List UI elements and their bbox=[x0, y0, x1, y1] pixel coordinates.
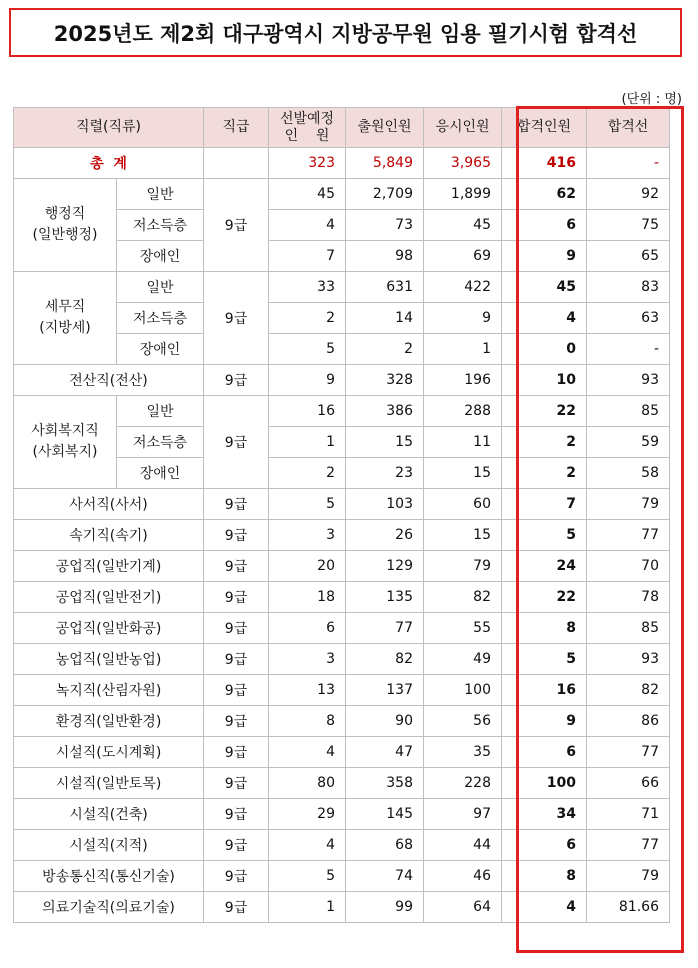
results-table bbox=[13, 107, 670, 923]
applied-cell: 74 bbox=[346, 861, 424, 892]
total-applied: 5,849 bbox=[346, 148, 424, 179]
taken-cell: 82 bbox=[424, 582, 502, 613]
taken-cell: 9 bbox=[424, 303, 502, 334]
grade-cell: 9급 bbox=[204, 737, 269, 768]
planned-cell: 3 bbox=[269, 520, 346, 551]
grade-cell: 9급 bbox=[204, 365, 269, 396]
applied-cell: 73 bbox=[346, 210, 424, 241]
cutoff-cell: 65 bbox=[587, 241, 670, 272]
taken-cell: 46 bbox=[424, 861, 502, 892]
planned-cell: 33 bbox=[269, 272, 346, 303]
cutoff-cell: 70 bbox=[587, 551, 670, 582]
passed-cell: 9 bbox=[502, 241, 587, 272]
job-label: 전산직(전산) bbox=[14, 365, 204, 396]
cutoff-cell: 71 bbox=[587, 799, 670, 830]
taken-cell: 69 bbox=[424, 241, 502, 272]
table-row bbox=[14, 644, 670, 675]
grade-cell: 9급 bbox=[204, 551, 269, 582]
passed-cell: 6 bbox=[502, 830, 587, 861]
cutoff-cell: - bbox=[587, 334, 670, 365]
table-row bbox=[14, 365, 670, 396]
job-label: 녹지직(산림자원) bbox=[14, 675, 204, 706]
cutoff-cell: 63 bbox=[587, 303, 670, 334]
planned-cell: 5 bbox=[269, 334, 346, 365]
group-label: 행정직 (일반행정) bbox=[14, 179, 117, 272]
table-row bbox=[14, 675, 670, 706]
grade-cell: 9급 bbox=[204, 582, 269, 613]
table-row bbox=[14, 551, 670, 582]
taken-cell: 11 bbox=[424, 427, 502, 458]
sub-category: 일반 bbox=[117, 396, 204, 427]
job-label: 사서직(사서) bbox=[14, 489, 204, 520]
taken-cell: 422 bbox=[424, 272, 502, 303]
applied-cell: 145 bbox=[346, 799, 424, 830]
planned-cell: 8 bbox=[269, 706, 346, 737]
taken-cell: 100 bbox=[424, 675, 502, 706]
applied-cell: 14 bbox=[346, 303, 424, 334]
applied-cell: 15 bbox=[346, 427, 424, 458]
taken-cell: 79 bbox=[424, 551, 502, 582]
cutoff-cell: 75 bbox=[587, 210, 670, 241]
planned-cell: 4 bbox=[269, 737, 346, 768]
table-row bbox=[14, 737, 670, 768]
sub-category: 저소득층 bbox=[117, 303, 204, 334]
cutoff-cell: 77 bbox=[587, 520, 670, 551]
passed-cell: 5 bbox=[502, 520, 587, 551]
applied-cell: 103 bbox=[346, 489, 424, 520]
passed-cell: 6 bbox=[502, 737, 587, 768]
grade-cell: 9급 bbox=[204, 768, 269, 799]
job-label: 시설직(지적) bbox=[14, 830, 204, 861]
planned-cell: 7 bbox=[269, 241, 346, 272]
job-label: 공업직(일반전기) bbox=[14, 582, 204, 613]
table-row bbox=[14, 768, 670, 799]
planned-cell: 20 bbox=[269, 551, 346, 582]
job-label: 방송통신직(통신기술) bbox=[14, 861, 204, 892]
cutoff-cell: 77 bbox=[587, 737, 670, 768]
grade-cell: 9급 bbox=[204, 830, 269, 861]
sub-category: 장애인 bbox=[117, 458, 204, 489]
applied-cell: 386 bbox=[346, 396, 424, 427]
passed-cell: 24 bbox=[502, 551, 587, 582]
sub-category: 저소득층 bbox=[117, 210, 204, 241]
total-passed: 416 bbox=[502, 148, 587, 179]
passed-cell: 8 bbox=[502, 613, 587, 644]
cutoff-cell: 77 bbox=[587, 830, 670, 861]
applied-cell: 137 bbox=[346, 675, 424, 706]
total-grade bbox=[204, 148, 269, 179]
taken-cell: 55 bbox=[424, 613, 502, 644]
planned-cell: 1 bbox=[269, 427, 346, 458]
applied-cell: 631 bbox=[346, 272, 424, 303]
taken-cell: 1,899 bbox=[424, 179, 502, 210]
passed-cell: 2 bbox=[502, 458, 587, 489]
passed-cell: 4 bbox=[502, 892, 587, 923]
cutoff-cell: 79 bbox=[587, 489, 670, 520]
applied-cell: 90 bbox=[346, 706, 424, 737]
passed-cell: 16 bbox=[502, 675, 587, 706]
grade-cell: 9급 bbox=[204, 892, 269, 923]
group-label: 사회복지직 (사회복지) bbox=[14, 396, 117, 489]
grade-cell: 9급 bbox=[204, 644, 269, 675]
total-taken: 3,965 bbox=[424, 148, 502, 179]
passed-cell: 7 bbox=[502, 489, 587, 520]
cutoff-cell: 83 bbox=[587, 272, 670, 303]
cutoff-cell: 92 bbox=[587, 179, 670, 210]
passed-cell: 22 bbox=[502, 396, 587, 427]
grade-cell: 9급 bbox=[204, 613, 269, 644]
applied-cell: 68 bbox=[346, 830, 424, 861]
title-box bbox=[9, 8, 682, 57]
planned-cell: 45 bbox=[269, 179, 346, 210]
planned-cell: 5 bbox=[269, 489, 346, 520]
applied-cell: 77 bbox=[346, 613, 424, 644]
job-label: 시설직(일반토목) bbox=[14, 768, 204, 799]
grade-cell: 9급 bbox=[204, 489, 269, 520]
table-row bbox=[14, 613, 670, 644]
planned-cell: 29 bbox=[269, 799, 346, 830]
table-row bbox=[14, 489, 670, 520]
applied-cell: 328 bbox=[346, 365, 424, 396]
planned-cell: 5 bbox=[269, 861, 346, 892]
grade-cell: 9급 bbox=[204, 179, 269, 272]
sub-category: 장애인 bbox=[117, 241, 204, 272]
cutoff-cell: 93 bbox=[587, 365, 670, 396]
page-title: 2025년도 제2회 대구광역시 지방공무원 임용 필기시험 합격선 bbox=[53, 21, 638, 46]
passed-cell: 9 bbox=[502, 706, 587, 737]
table-row bbox=[14, 520, 670, 551]
table-row bbox=[14, 861, 670, 892]
taken-cell: 15 bbox=[424, 520, 502, 551]
job-label: 공업직(일반기계) bbox=[14, 551, 204, 582]
total-label: 총 계 bbox=[14, 148, 204, 179]
applied-cell: 2,709 bbox=[346, 179, 424, 210]
grade-cell: 9급 bbox=[204, 799, 269, 830]
planned-cell: 13 bbox=[269, 675, 346, 706]
planned-cell: 4 bbox=[269, 830, 346, 861]
cutoff-cell: 58 bbox=[587, 458, 670, 489]
cutoff-cell: 81.66 bbox=[587, 892, 670, 923]
table-row bbox=[14, 396, 670, 427]
passed-cell: 0 bbox=[502, 334, 587, 365]
planned-cell: 6 bbox=[269, 613, 346, 644]
job-label: 시설직(건축) bbox=[14, 799, 204, 830]
planned-cell: 18 bbox=[269, 582, 346, 613]
taken-cell: 64 bbox=[424, 892, 502, 923]
passed-cell: 8 bbox=[502, 861, 587, 892]
passed-cell: 34 bbox=[502, 799, 587, 830]
sub-category: 일반 bbox=[117, 272, 204, 303]
total-planned: 323 bbox=[269, 148, 346, 179]
table-row bbox=[14, 799, 670, 830]
taken-cell: 1 bbox=[424, 334, 502, 365]
total-row bbox=[14, 148, 670, 179]
passed-cell: 4 bbox=[502, 303, 587, 334]
job-label: 시설직(도시계획) bbox=[14, 737, 204, 768]
grade-cell: 9급 bbox=[204, 520, 269, 551]
applied-cell: 26 bbox=[346, 520, 424, 551]
planned-cell: 16 bbox=[269, 396, 346, 427]
header-planned: 선발예정 인 원 bbox=[269, 108, 346, 148]
table-row bbox=[14, 582, 670, 613]
header-taken: 응시인원 bbox=[424, 108, 502, 148]
applied-cell: 99 bbox=[346, 892, 424, 923]
taken-cell: 49 bbox=[424, 644, 502, 675]
grade-cell: 9급 bbox=[204, 861, 269, 892]
total-cutoff: - bbox=[587, 148, 670, 179]
passed-cell: 10 bbox=[502, 365, 587, 396]
job-label: 의료기술직(의료기술) bbox=[14, 892, 204, 923]
taken-cell: 60 bbox=[424, 489, 502, 520]
applied-cell: 358 bbox=[346, 768, 424, 799]
passed-cell: 62 bbox=[502, 179, 587, 210]
passed-cell: 100 bbox=[502, 768, 587, 799]
job-label: 농업직(일반농업) bbox=[14, 644, 204, 675]
planned-cell: 3 bbox=[269, 644, 346, 675]
taken-cell: 35 bbox=[424, 737, 502, 768]
table-row bbox=[14, 179, 670, 210]
passed-cell: 6 bbox=[502, 210, 587, 241]
taken-cell: 45 bbox=[424, 210, 502, 241]
passed-cell: 45 bbox=[502, 272, 587, 303]
cutoff-cell: 79 bbox=[587, 861, 670, 892]
taken-cell: 97 bbox=[424, 799, 502, 830]
table-header-row bbox=[14, 108, 670, 148]
header-applied: 출원인원 bbox=[346, 108, 424, 148]
sub-category: 장애인 bbox=[117, 334, 204, 365]
job-label: 속기직(속기) bbox=[14, 520, 204, 551]
applied-cell: 98 bbox=[346, 241, 424, 272]
planned-cell: 2 bbox=[269, 458, 346, 489]
sub-category: 저소득층 bbox=[117, 427, 204, 458]
taken-cell: 228 bbox=[424, 768, 502, 799]
taken-cell: 44 bbox=[424, 830, 502, 861]
passed-cell: 5 bbox=[502, 644, 587, 675]
taken-cell: 288 bbox=[424, 396, 502, 427]
planned-cell: 1 bbox=[269, 892, 346, 923]
taken-cell: 15 bbox=[424, 458, 502, 489]
applied-cell: 2 bbox=[346, 334, 424, 365]
cutoff-cell: 85 bbox=[587, 613, 670, 644]
planned-cell: 4 bbox=[269, 210, 346, 241]
taken-cell: 196 bbox=[424, 365, 502, 396]
sub-category: 일반 bbox=[117, 179, 204, 210]
cutoff-cell: 93 bbox=[587, 644, 670, 675]
applied-cell: 47 bbox=[346, 737, 424, 768]
header-job: 직렬(직류) bbox=[14, 108, 204, 148]
applied-cell: 135 bbox=[346, 582, 424, 613]
taken-cell: 56 bbox=[424, 706, 502, 737]
grade-cell: 9급 bbox=[204, 706, 269, 737]
cutoff-cell: 66 bbox=[587, 768, 670, 799]
cutoff-cell: 78 bbox=[587, 582, 670, 613]
grade-cell: 9급 bbox=[204, 396, 269, 489]
table-row bbox=[14, 830, 670, 861]
cutoff-cell: 82 bbox=[587, 675, 670, 706]
cutoff-cell: 86 bbox=[587, 706, 670, 737]
header-cutoff: 합격선 bbox=[587, 108, 670, 148]
planned-cell: 80 bbox=[269, 768, 346, 799]
applied-cell: 82 bbox=[346, 644, 424, 675]
table-row bbox=[14, 706, 670, 737]
table-row bbox=[14, 272, 670, 303]
header-grade: 직급 bbox=[204, 108, 269, 148]
header-passed: 합격인원 bbox=[502, 108, 587, 148]
grade-cell: 9급 bbox=[204, 675, 269, 706]
table-row bbox=[14, 892, 670, 923]
passed-cell: 22 bbox=[502, 582, 587, 613]
passed-cell: 2 bbox=[502, 427, 587, 458]
applied-cell: 23 bbox=[346, 458, 424, 489]
job-label: 환경직(일반환경) bbox=[14, 706, 204, 737]
cutoff-cell: 59 bbox=[587, 427, 670, 458]
planned-cell: 2 bbox=[269, 303, 346, 334]
group-label: 세무직 (지방세) bbox=[14, 272, 117, 365]
applied-cell: 129 bbox=[346, 551, 424, 582]
grade-cell: 9급 bbox=[204, 272, 269, 365]
cutoff-cell: 85 bbox=[587, 396, 670, 427]
planned-cell: 9 bbox=[269, 365, 346, 396]
unit-label: (단위 : 명) bbox=[621, 92, 682, 107]
job-label: 공업직(일반화공) bbox=[14, 613, 204, 644]
